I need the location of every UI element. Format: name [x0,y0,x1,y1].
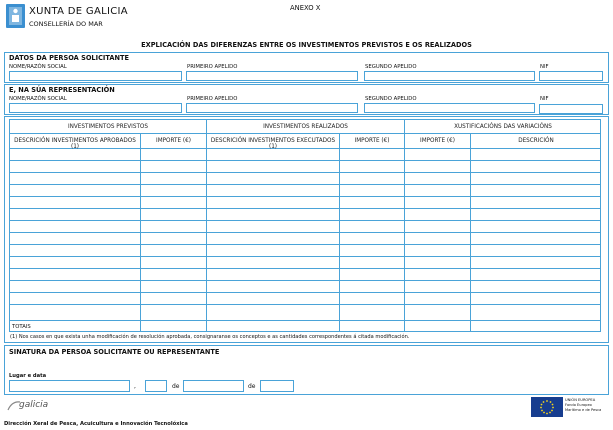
applicant-second-surname-label: SEGUNDO APELIDO [365,64,417,70]
row-divider [10,133,600,134]
applicant-second-surname-field[interactable] [364,71,535,81]
year-field[interactable] [260,380,294,392]
row-divider [10,292,600,293]
applicant-nif-label: NIF [540,64,549,70]
eu-caption-3: Marítimo e de Pesca [565,408,602,412]
actual-amount-header: IMPORTE (€) [354,138,390,144]
totals-label: TOTAIS [12,324,31,330]
eu-caption-1: UNIÓN EUROPEA [565,398,596,402]
row-divider [10,232,600,233]
de-label-2: de [248,383,256,390]
actual-group-header: INVESTIMENTOS REALIZADOS [263,124,348,130]
planned-amount-header: IMPORTE (€) [156,138,191,144]
representative-first-surname-label: PRIMEIRO APELIDO [187,96,238,102]
col-divider [404,120,405,331]
table-footnote: (1) Nos casos en que exista unha modificación de resolución aprobada, consignaranse os conceptos e as cantidades correspondentes á citada modificación. [10,334,410,340]
representative-first-surname-field[interactable] [186,103,358,113]
eu-caption-2: Fondo Europeo [565,403,592,407]
representative-section-title: E, NA SÚA REPRESENTACIÓN [9,86,115,94]
row-divider [10,320,600,321]
place-date-label: Lugar e data [9,373,47,379]
row-divider [10,196,600,197]
form-title: EXPLICACIÓN DAS DIFERENZAS ENTRE OS INVESTIMENTOS PREVISTOS E OS REALIZADOS [141,41,472,49]
xunta-logo-icon [6,4,25,28]
representative-nif-label: NIF [540,96,549,102]
representative-second-surname-field[interactable] [364,103,535,113]
place-field[interactable] [9,380,130,392]
just-desc-header: DESCRICIÓN [518,138,554,144]
representative-name-label: NOME/RAZÓN SOCIAL [9,96,67,102]
applicant-first-surname-label: PRIMEIRO APELIDO [187,64,238,70]
planned-desc-header: DESCRICIÓN INVESTIMENTOS APROBADOS (1) [14,138,136,150]
actual-desc-header: DESCRICIÓN INVESTIMENTOS EXECUTADOS (1) [210,138,336,150]
row-divider [10,256,600,257]
annex-label: ANEXO X [290,4,321,12]
representative-second-surname-label: SEGUNDO APELIDO [365,96,417,102]
applicant-first-surname-field[interactable] [186,71,358,81]
galicia-logo-text: galicia [19,400,49,410]
month-field[interactable] [183,380,244,392]
just-amount-header: IMPORTE (€) [420,138,455,144]
org-name: XUNTA DE GALICIA [29,6,128,17]
col-divider [206,120,207,331]
comma-separator: , [134,383,136,390]
applicant-name-label: NOME/RAZÓN SOCIAL [9,64,67,70]
representative-nif-field[interactable] [539,104,603,114]
applicant-section-title: DATOS DA PERSOA SOLICITANTE [9,54,129,62]
row-divider [10,172,600,173]
row-divider [10,280,600,281]
justifications-group-header: XUSTIFICACIÓNS DAS VARIACIÓNS [454,124,552,130]
applicant-nif-field[interactable] [539,71,603,81]
eu-flag-icon [531,397,563,417]
footer-department-line: Dirección Xeral de Pesca, Acuicultura e Innovación Tecnolóxica [4,421,188,427]
applicant-name-field[interactable] [9,71,182,81]
row-divider [10,160,600,161]
department-name: CONSELLERÍA DO MAR [29,20,103,28]
row-divider [10,244,600,245]
planned-group-header: INVESTIMENTOS PREVISTOS [67,124,149,130]
representative-name-field[interactable] [9,103,182,113]
row-divider [10,268,600,269]
row-divider [10,220,600,221]
investments-table [9,119,601,332]
signature-section-title: SINATURA DA PERSOA SOLICITANTE OU REPRESENTANTE [9,348,220,356]
de-label-1: de [172,383,180,390]
row-divider [10,208,600,209]
row-divider [10,184,600,185]
row-divider [10,304,600,305]
day-field[interactable] [145,380,167,392]
